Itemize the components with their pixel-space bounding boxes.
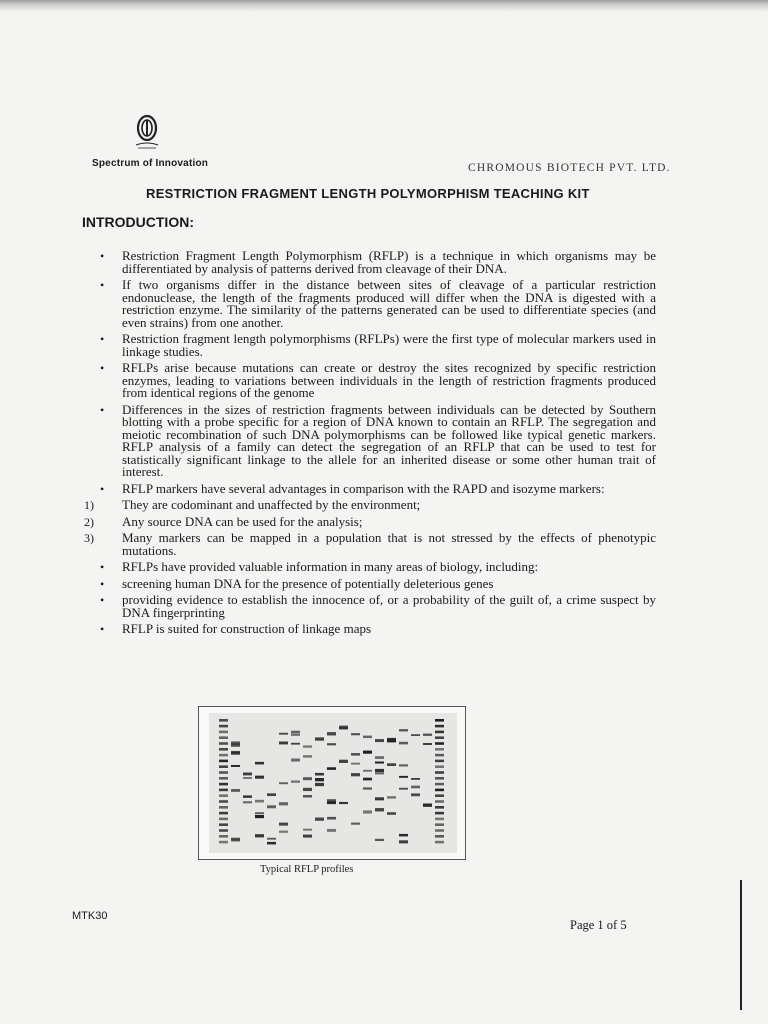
- gel-band: [435, 835, 444, 838]
- gel-band: [351, 763, 360, 765]
- gel-band: [339, 802, 348, 804]
- gel-band: [351, 733, 360, 735]
- gel-band: [219, 765, 228, 768]
- gel-band: [435, 818, 444, 821]
- item-text: Differences in the sizes of restriction fragments between individuals can be detected by Southern blotting with a probe specific for a region of DNA known to contain an RFLP. The segregation and meiotic recombination of such DNA polymorphisms can be followed like typical genetic markers. RFLP analysis of a family can detect the segregation of an RFLP that can be used to test for statistically significant linkage to the allele for an inherited disease or some other human trait of interest.: [122, 401, 656, 479]
- gel-band: [255, 762, 264, 764]
- gel-band: [363, 810, 372, 813]
- gel-band: [291, 759, 300, 762]
- gel-band: [387, 796, 396, 798]
- gel-band: [219, 736, 228, 739]
- gel-band: [423, 734, 432, 736]
- item-text: RFLP is suited for construction of linkage maps: [122, 621, 372, 636]
- gel-band: [363, 751, 372, 754]
- gel-band: [363, 787, 372, 789]
- gel-band: [411, 778, 420, 780]
- item-text: Restriction Fragment Length Polymorphism (RFLP) is a technique in which organisms may be differentiated by analysis of patterns derived from cleavage of their DNA.: [122, 248, 656, 276]
- bullet-icon: •: [100, 593, 105, 607]
- gel-band: [411, 786, 420, 789]
- item-text: RFLP markers have several advantages in comparison with the RAPD and isozyme markers:: [122, 480, 605, 496]
- bullet-item: [100, 561, 656, 574]
- document-code: MTK30: [72, 910, 108, 922]
- gel-band: [243, 773, 252, 776]
- gel-band: [315, 778, 324, 781]
- gel-band: [219, 748, 228, 751]
- gel-band: [219, 731, 228, 734]
- gel-band: [375, 808, 384, 811]
- gel-band: [339, 727, 348, 729]
- gel-band: [315, 773, 324, 776]
- bullet-icon: •: [100, 402, 105, 417]
- gel-band: [231, 741, 240, 744]
- gel-band: [279, 782, 288, 784]
- gel-band: [435, 789, 444, 792]
- gel-band: [327, 767, 336, 770]
- gel-band: [435, 812, 444, 815]
- gel-band: [219, 812, 228, 815]
- gel-band: [399, 788, 408, 790]
- rflp-figure: [198, 706, 466, 860]
- gel-band: [435, 736, 444, 739]
- gel-band: [267, 842, 276, 845]
- gel-band: [399, 834, 408, 837]
- item-text: Many markers can be mapped in a population that is not stressed by the effects of phenotypic mutations.: [122, 530, 656, 558]
- gel-band: [399, 742, 408, 745]
- gel-band: [267, 794, 276, 797]
- gel-band: [255, 776, 264, 778]
- gel-band: [219, 823, 228, 826]
- gel-band: [243, 777, 252, 779]
- gel-band: [435, 760, 444, 763]
- gel-band: [219, 835, 228, 838]
- gel-band: [303, 795, 312, 798]
- gel-band: [255, 834, 264, 837]
- gel-band: [435, 731, 444, 734]
- bullet-item: [100, 575, 656, 591]
- item-text: RFLPs arise because mutations can create or destroy the sites recognized by specific restriction enzymes, leading to variations between individuals in the length of restriction fragments produced from identical regions of the genome: [122, 360, 656, 400]
- gel-band: [351, 753, 360, 755]
- numbered-item: [84, 497, 656, 512]
- gel-band: [291, 780, 300, 782]
- item-text: They are codominant and unaffected by the environment;: [122, 497, 421, 512]
- document-title: RESTRICTION FRAGMENT LENGTH POLYMORPHISM TEACHING KIT: [146, 186, 590, 201]
- gel-band: [423, 804, 432, 807]
- gel-band: [435, 829, 444, 832]
- gel-band: [291, 743, 300, 745]
- gel-band: [435, 777, 444, 780]
- gel-band: [219, 742, 228, 745]
- gel-band: [255, 800, 264, 803]
- gel-band: [219, 719, 228, 722]
- gel-band: [219, 794, 228, 797]
- gel-band: [231, 838, 240, 840]
- gel-band: [315, 783, 324, 786]
- bullet-item: [100, 250, 656, 275]
- gel-image: [209, 713, 457, 853]
- bullet-icon: •: [100, 622, 105, 636]
- gel-band: [291, 731, 300, 733]
- gel-band: [219, 754, 228, 757]
- bullet-icon: •: [100, 481, 105, 496]
- gel-band: [435, 794, 444, 797]
- company-logo-icon: [134, 114, 160, 150]
- numbered-item: [84, 513, 656, 529]
- gel-band: [327, 817, 336, 820]
- gel-band: [387, 763, 396, 766]
- gel-band: [435, 823, 444, 826]
- bullet-icon: •: [100, 278, 105, 292]
- bullet-item: [100, 401, 656, 479]
- introduction-list: [84, 248, 656, 640]
- bullet-item: [100, 594, 656, 619]
- gel-band: [375, 769, 384, 772]
- gel-band: [387, 812, 396, 815]
- section-heading: INTRODUCTION:: [82, 214, 194, 230]
- scan-edge: [0, 0, 768, 12]
- gel-band: [219, 800, 228, 803]
- gel-band: [219, 806, 228, 809]
- gel-band: [303, 835, 312, 838]
- bullet-item: [100, 623, 656, 636]
- gel-band: [327, 732, 336, 735]
- gel-band: [375, 773, 384, 775]
- company-tagline: Spectrum of Innovation: [92, 158, 209, 169]
- bullet-icon: •: [100, 576, 105, 591]
- item-text: Any source DNA can be used for the analysis;: [122, 513, 363, 529]
- bullet-icon: •: [100, 249, 105, 263]
- gel-band: [375, 739, 384, 742]
- gel-band: [435, 841, 444, 844]
- gel-band: [327, 743, 336, 745]
- gel-band: [219, 841, 228, 844]
- gel-band: [303, 788, 312, 791]
- bullet-item: [100, 333, 656, 358]
- gel-band: [435, 725, 444, 728]
- gel-band: [435, 748, 444, 751]
- gel-band: [435, 765, 444, 768]
- gel-band: [435, 800, 444, 803]
- item-text: screening human DNA for the presence of potentially deleterious genes: [122, 575, 494, 591]
- gel-band: [255, 812, 264, 814]
- bullet-icon: •: [100, 332, 105, 346]
- gel-band: [327, 829, 336, 832]
- gel-band: [219, 760, 228, 763]
- gel-band: [267, 805, 276, 808]
- gel-band: [411, 734, 420, 736]
- gel-band: [435, 771, 444, 774]
- bullet-item: [100, 279, 656, 329]
- item-number: 2): [84, 514, 94, 529]
- gel-band: [423, 743, 432, 745]
- gel-band: [435, 719, 444, 722]
- gel-band: [411, 793, 420, 796]
- gel-band: [279, 831, 288, 833]
- gel-band: [279, 733, 288, 735]
- page-edge-line: [740, 880, 742, 1010]
- gel-band: [435, 754, 444, 757]
- bullet-icon: •: [100, 361, 105, 375]
- gel-band: [351, 823, 360, 825]
- bullet-item: [100, 480, 656, 496]
- bullet-icon: •: [100, 560, 105, 574]
- gel-band: [375, 839, 384, 841]
- gel-band: [303, 777, 312, 780]
- gel-band: [267, 838, 276, 840]
- gel-band: [255, 815, 264, 818]
- gel-band: [315, 818, 324, 821]
- company-name: CHROMOUS BIOTECH PVT. LTD.: [468, 162, 671, 174]
- gel-band: [243, 795, 252, 797]
- gel-band: [219, 829, 228, 832]
- numbered-item: [84, 530, 656, 558]
- item-text: If two organisms differ in the distance between sites of cleavage of a particular restriction endonuclease, the length of the fragments produced will differ when the DNA is digested with a restriction enzyme. The similarity of the patterns generated can be used to differentiate species (and even strains) from one another.: [122, 277, 656, 330]
- item-text: providing evidence to establish the innocence of, or a probability of the guilt of, a crime suspect by DNA fingerprinting: [122, 592, 656, 620]
- gel-band: [435, 806, 444, 809]
- gel-band: [231, 789, 240, 792]
- gel-band: [219, 771, 228, 774]
- gel-band: [303, 829, 312, 831]
- gel-band: [219, 818, 228, 821]
- gel-band: [351, 773, 360, 776]
- gel-band: [375, 797, 384, 800]
- gel-band: [279, 823, 288, 826]
- gel-band: [399, 840, 408, 843]
- gel-band: [279, 802, 288, 805]
- gel-band: [327, 802, 336, 804]
- item-text: Restriction fragment length polymorphisms (RFLPs) were the first type of molecular markers used in linkage studies.: [122, 331, 656, 359]
- bullet-item: [100, 362, 656, 400]
- gel-band: [303, 745, 312, 747]
- gel-band: [231, 765, 240, 767]
- gel-band: [387, 740, 396, 742]
- gel-band: [399, 776, 408, 778]
- item-text: RFLPs have provided valuable information in many areas of biology, including:: [122, 559, 539, 574]
- item-number: 3): [84, 531, 94, 545]
- gel-band: [231, 752, 240, 755]
- gel-band: [219, 789, 228, 792]
- gel-band: [291, 733, 300, 735]
- gel-band: [219, 783, 228, 786]
- gel-band: [363, 770, 372, 772]
- figure-caption: Typical RFLP profiles: [260, 864, 354, 875]
- gel-band: [399, 729, 408, 731]
- gel-band: [363, 778, 372, 781]
- gel-band: [435, 742, 444, 745]
- gel-band: [339, 760, 348, 763]
- gel-band: [399, 764, 408, 766]
- gel-band: [435, 783, 444, 786]
- gel-band: [315, 737, 324, 740]
- gel-band: [387, 738, 396, 740]
- gel-band: [279, 742, 288, 745]
- gel-band: [375, 756, 384, 759]
- gel-band: [219, 725, 228, 728]
- gel-band: [303, 755, 312, 757]
- gel-band: [243, 801, 252, 803]
- item-number: 1): [84, 498, 94, 512]
- gel-band: [375, 762, 384, 764]
- gel-band: [219, 777, 228, 780]
- gel-band: [363, 736, 372, 738]
- page-number: Page 1 of 5: [570, 918, 627, 932]
